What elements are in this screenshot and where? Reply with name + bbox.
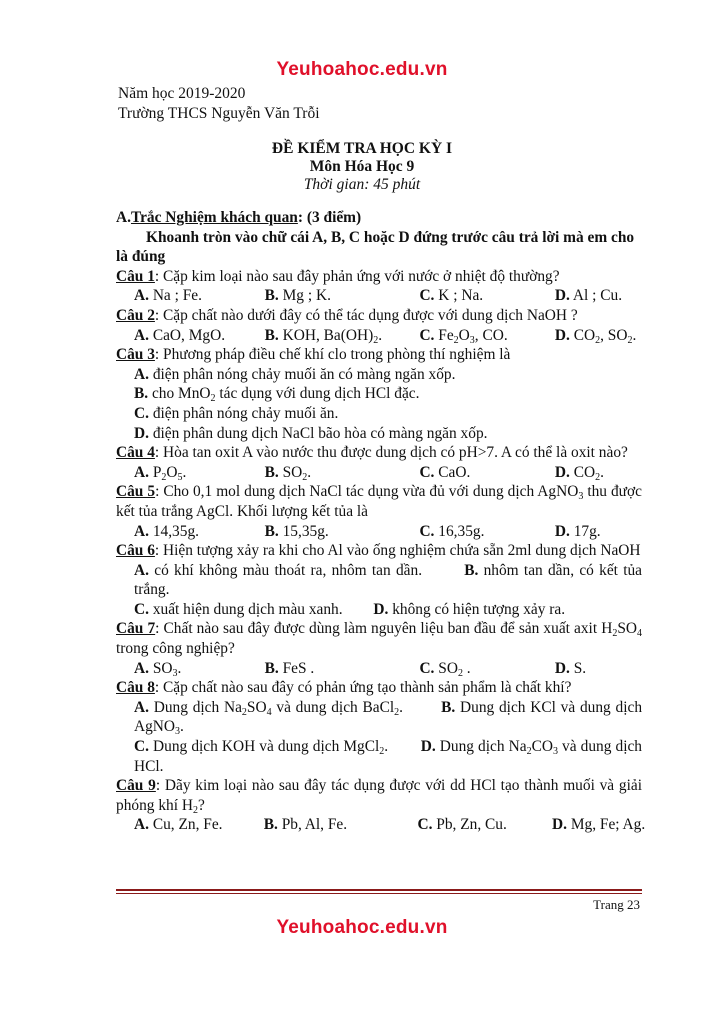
option-text: $SO_3$. bbox=[148, 659, 182, 679]
option-text: nhôm tan dần, có kết tủa trắng. bbox=[134, 561, 642, 599]
option-letter: B. bbox=[264, 659, 279, 677]
option-letter: B. bbox=[264, 463, 279, 481]
option-letter: A. bbox=[134, 659, 149, 677]
section-prefix: A. bbox=[116, 209, 131, 226]
option-a bbox=[134, 286, 265, 306]
option-a bbox=[134, 522, 265, 542]
option-letter: D. bbox=[554, 659, 570, 677]
question-stem bbox=[116, 541, 642, 561]
option-pair-line bbox=[116, 561, 642, 600]
exam-content bbox=[116, 208, 646, 835]
option-pair-line bbox=[116, 600, 642, 620]
option-letter: A. bbox=[134, 365, 149, 383]
school-year: Năm học 2019-2020 bbox=[118, 85, 246, 102]
exam-time: Thời gian: 45 phút bbox=[303, 176, 421, 193]
option-letter: A. bbox=[134, 561, 149, 579]
option-letter: C. bbox=[419, 463, 435, 481]
question-8 bbox=[116, 678, 642, 776]
option-text: Mg ; K. bbox=[278, 287, 331, 305]
question-text: : Chất nào sau đây được dùng làm nguyên liệu ban đầu để sản xuất axit $H_2SO_4$ trong công nghiệp? bbox=[116, 620, 642, 658]
question-label: Câu 7 bbox=[116, 620, 156, 638]
option-a bbox=[134, 659, 265, 679]
section-title bbox=[116, 208, 642, 228]
option-text: điện phân dung dịch NaCl bão hòa có màng ngăn xốp. bbox=[148, 424, 488, 442]
option-line bbox=[116, 365, 642, 385]
option-a bbox=[134, 699, 403, 716]
option-text: điện phân nóng chảy muối ăn có màng ngăn xốp. bbox=[148, 365, 456, 383]
question-label: Câu 3 bbox=[116, 346, 155, 364]
option-a bbox=[134, 366, 455, 383]
option-text: $Fe_2O_3$, CO. bbox=[434, 326, 508, 346]
option-line bbox=[116, 404, 642, 424]
option-text: $SO_2$. bbox=[278, 463, 312, 483]
footer-rule-thin bbox=[116, 893, 642, 894]
page-number: Trang 23 bbox=[593, 897, 640, 912]
question-text: : Cho 0,1 mol dung dịch NaCl tác dụng vừa đủ với dung dịch AgNO$_3$ thu được kết tủa trắng AgCl. Khối lượng kết tủa là bbox=[116, 483, 642, 520]
question-7 bbox=[116, 619, 642, 678]
question-text: : Cặp kim loại nào sau đây phản ứng với nước ở nhiệt độ thường? bbox=[154, 267, 560, 285]
option-letter: C. bbox=[134, 600, 149, 618]
option-letter: A. bbox=[134, 522, 149, 540]
option-letter: B. bbox=[264, 287, 279, 305]
option-letter: C. bbox=[134, 404, 149, 422]
option-letter: D. bbox=[134, 424, 149, 442]
option-b bbox=[134, 385, 420, 405]
question-text: : Dãy kim loại nào sau đây tác dụng được với dd HCl tạo thành muối và giải phóng khí $H_2$? bbox=[116, 777, 642, 816]
option-text: Pb, Al, Fe. bbox=[277, 816, 348, 834]
option-text: 15,35g. bbox=[278, 522, 329, 540]
option-b bbox=[265, 659, 420, 679]
option-c bbox=[419, 659, 554, 679]
option-row bbox=[116, 659, 642, 679]
section-score: : (3 điểm) bbox=[297, 209, 362, 226]
question-stem bbox=[116, 267, 642, 287]
exam-title: ĐỀ KIỂM TRA HỌC KỲ I bbox=[271, 140, 453, 157]
option-a bbox=[134, 815, 264, 835]
option-letter: D. bbox=[552, 816, 567, 834]
section-title-text: Trắc Nghiệm khách quan bbox=[130, 209, 298, 226]
option-text: Mg, Fe; Ag. bbox=[566, 816, 646, 834]
question-stem bbox=[116, 306, 642, 326]
question-2 bbox=[116, 306, 642, 345]
option-letter: B. bbox=[464, 561, 479, 579]
option-line bbox=[116, 424, 642, 444]
option-text: Dung dịch KCl và dung dịch AgNO$_3$. bbox=[134, 698, 643, 738]
option-text: điện phân nóng chảy muối ăn. bbox=[148, 404, 339, 422]
option-a bbox=[134, 562, 422, 579]
question-stem bbox=[116, 345, 642, 365]
question-label: Câu 6 bbox=[116, 542, 155, 560]
option-d bbox=[555, 659, 642, 679]
option-c bbox=[134, 405, 338, 422]
option-line bbox=[116, 384, 642, 404]
option-row bbox=[116, 522, 642, 542]
option-d bbox=[555, 463, 642, 483]
option-c bbox=[134, 601, 343, 618]
option-text: $P_2O_5$. bbox=[148, 463, 187, 483]
option-d bbox=[555, 286, 642, 306]
option-text: Na ; Fe. bbox=[148, 287, 202, 305]
option-text: KOH, $Ba(OH)_2$. bbox=[278, 326, 383, 346]
school-name: Trường THCS Nguyễn Văn Trỗi bbox=[118, 105, 320, 122]
question-stem bbox=[116, 482, 642, 521]
option-row bbox=[116, 326, 642, 346]
option-letter: B. bbox=[134, 385, 149, 403]
option-a bbox=[134, 463, 265, 483]
question-1 bbox=[116, 267, 642, 306]
option-d bbox=[552, 815, 646, 835]
option-letter: A. bbox=[134, 816, 149, 834]
option-text: 14,35g. bbox=[148, 522, 199, 540]
option-letter: A. bbox=[134, 287, 149, 305]
site-brand-bottom: Yeuhoahoc.edu.vn bbox=[276, 917, 448, 938]
option-letter: A. bbox=[134, 698, 149, 716]
option-b bbox=[265, 522, 420, 542]
question-text: : Phương pháp điều chế khí clo trong phòng thí nghiệm là bbox=[154, 346, 511, 364]
option-c bbox=[134, 738, 389, 758]
option-a bbox=[134, 326, 265, 346]
question-list bbox=[116, 267, 646, 835]
question-stem bbox=[116, 678, 642, 698]
option-letter: D. bbox=[420, 738, 436, 756]
question-label: Câu 1 bbox=[116, 267, 155, 285]
option-text: cho MnO$_2$ tác dụng với dung dịch HCl đặc. bbox=[148, 385, 420, 405]
option-letter: C. bbox=[419, 659, 435, 677]
footer-rule bbox=[116, 889, 642, 891]
option-text: CaO, MgO. bbox=[148, 326, 226, 344]
option-b bbox=[265, 326, 420, 346]
question-4 bbox=[116, 443, 642, 482]
question-stem bbox=[116, 776, 642, 815]
option-letter: B. bbox=[441, 698, 456, 716]
question-3 bbox=[116, 345, 642, 443]
option-text: K ; Na. bbox=[434, 287, 484, 305]
option-row bbox=[116, 463, 642, 483]
section-instruction: Khoanh tròn vào chữ cái A, B, C hoặc D đứng trước câu trả lời mà em cho là đúng bbox=[116, 228, 635, 266]
option-d bbox=[134, 425, 488, 442]
question-text: : Hòa tan oxit A vào nước thu được dung dịch có pH>7. A có thể là oxit nào? bbox=[154, 444, 628, 462]
question-5 bbox=[116, 482, 642, 541]
option-letter: D. bbox=[554, 463, 570, 481]
option-letter: C. bbox=[419, 326, 435, 344]
option-text: $CO_2$. bbox=[569, 463, 604, 483]
option-row bbox=[116, 815, 646, 835]
option-text: S. bbox=[569, 659, 587, 677]
question-label: Câu 5 bbox=[116, 483, 156, 501]
option-b bbox=[265, 463, 420, 483]
option-letter: A. bbox=[134, 326, 149, 344]
option-letter: D. bbox=[554, 522, 570, 540]
option-b bbox=[264, 815, 418, 835]
question-label: Câu 2 bbox=[116, 306, 155, 324]
option-pair-line bbox=[116, 737, 642, 776]
question-label: Câu 9 bbox=[116, 777, 156, 795]
option-text: CaO. bbox=[434, 463, 471, 481]
option-c bbox=[417, 815, 552, 835]
option-letter: B. bbox=[264, 326, 279, 344]
option-text: Dung dịch $Na_2CO_3$ và dung dịch HCl. bbox=[134, 738, 643, 775]
question-stem bbox=[116, 443, 642, 463]
option-letter: C. bbox=[419, 287, 435, 305]
question-6 bbox=[116, 541, 642, 619]
option-text: $SO_2$ . bbox=[434, 659, 471, 679]
option-c bbox=[419, 326, 554, 346]
option-c bbox=[419, 522, 554, 542]
option-text: 17g. bbox=[569, 522, 601, 540]
option-text: FeS . bbox=[278, 659, 315, 677]
option-letter: D. bbox=[554, 287, 570, 305]
option-letter: D. bbox=[554, 326, 570, 344]
option-text: Dung dịch KOH và dung dịch MgCl$_2$. bbox=[148, 738, 389, 758]
question-text: : Hiện tượng xảy ra khi cho Al vào ống nghiệm chứa sẵn 2ml dung dịch NaOH bbox=[154, 542, 641, 560]
option-letter: C. bbox=[134, 738, 149, 756]
option-d bbox=[373, 601, 565, 618]
question-9 bbox=[116, 776, 646, 835]
exam-subject: Môn Hóa Học 9 bbox=[309, 158, 415, 175]
option-letter: A. bbox=[134, 463, 149, 481]
question-text: : Cặp chất nào dưới đây có thể tác dụng được với dung dịch NaOH ? bbox=[154, 306, 578, 324]
option-c bbox=[419, 463, 554, 483]
option-text: $CO_2$, $SO_2$. bbox=[569, 326, 637, 346]
option-text: Dung dịch $Na_2SO_4$ và dung dịch BaCl$_2$. bbox=[148, 698, 403, 718]
option-text: 16,35g. bbox=[434, 522, 485, 540]
question-stem bbox=[116, 619, 642, 658]
option-text: có khí không màu thoát ra, nhôm tan dần. bbox=[148, 561, 423, 579]
option-row bbox=[116, 286, 642, 306]
question-label: Câu 4 bbox=[116, 444, 155, 462]
option-d bbox=[555, 522, 642, 542]
option-pair-line bbox=[116, 698, 642, 737]
option-letter: B. bbox=[264, 522, 279, 540]
option-d bbox=[555, 326, 642, 346]
question-text: : Cặp chất nào sau đây có phản ứng tạo thành sản phẩm là chất khí? bbox=[154, 679, 572, 697]
option-text: Al ; Cu. bbox=[569, 287, 623, 305]
option-letter: C. bbox=[417, 816, 433, 834]
option-c bbox=[419, 286, 554, 306]
question-label: Câu 8 bbox=[116, 679, 155, 697]
option-letter: D. bbox=[373, 600, 389, 618]
option-text: xuất hiện dung dịch màu xanh. bbox=[148, 600, 343, 618]
option-text: Cu, Zn, Fe. bbox=[148, 816, 223, 834]
option-letter: C. bbox=[419, 522, 435, 540]
option-text: Pb, Zn, Cu. bbox=[432, 816, 507, 834]
option-text: không có hiện tượng xảy ra. bbox=[388, 600, 566, 618]
option-b bbox=[265, 286, 420, 306]
option-letter: B. bbox=[263, 816, 278, 834]
site-brand-top: Yeuhoahoc.edu.vn bbox=[276, 59, 448, 80]
